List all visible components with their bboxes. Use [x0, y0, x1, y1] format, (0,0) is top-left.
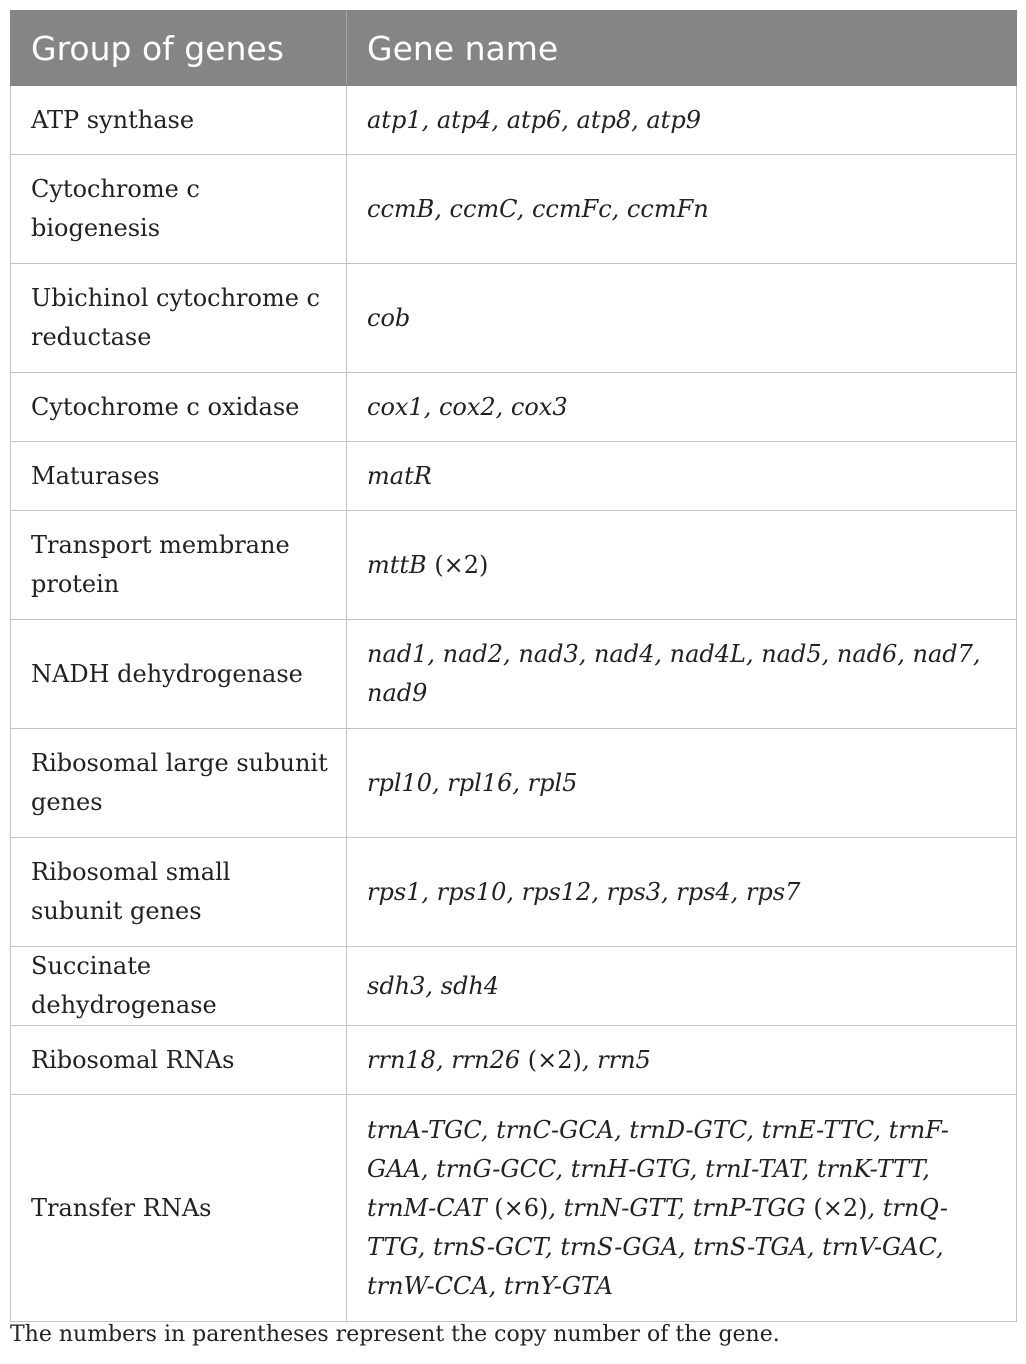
genes-cell: rpl10, rpl16, rpl5 [347, 729, 1017, 838]
genes-cell: matR [347, 442, 1017, 511]
genes-cell: trnA-TGC, trnC-GCA, trnD-GTC, trnE-TTC, trnF-GAA, trnG-GCC, trnH-GTG, trnI-TAT, trnK-TTT, trnM-CAT (×6), trnN-GTT, trnP-TGG (×2), trnQ-TTG, trnS-GCT, trnS-GGA, trnS-TGA, trnV-GAC, trnW-CCA, trnY-GTA [347, 1095, 1017, 1322]
group-cell: Cytochrome c oxidase [11, 373, 347, 442]
group-cell: Transfer RNAs [11, 1095, 347, 1322]
table-row [11, 511, 1017, 620]
table-row [11, 86, 1017, 155]
group-cell: Succinate dehydrogenase [11, 947, 347, 1026]
genes-cell: cox1, cox2, cox3 [347, 373, 1017, 442]
group-cell: Ribosomal RNAs [11, 1026, 347, 1095]
table-row [11, 729, 1017, 838]
genes-cell: atp1, atp4, atp6, atp8, atp9 [347, 86, 1017, 155]
table-footnote: The numbers in parentheses represent the copy number of the gene. [10, 1322, 780, 1347]
group-cell: NADH dehydrogenase [11, 620, 347, 729]
group-cell: Ribosomal small subunit genes [11, 838, 347, 947]
genes-cell: rrn18, rrn26 (×2), rrn5 [347, 1026, 1017, 1095]
table-row [11, 155, 1017, 264]
table-row [11, 264, 1017, 373]
genes-cell: cob [347, 264, 1017, 373]
table-row [11, 442, 1017, 511]
genes-cell: nad1, nad2, nad3, nad4, nad4L, nad5, nad6, nad7, nad9 [347, 620, 1017, 729]
group-cell: Transport membrane protein [11, 511, 347, 620]
genes-cell: ccmB, ccmC, ccmFc, ccmFn [347, 155, 1017, 264]
table-row [11, 1095, 1017, 1322]
table-row [11, 947, 1017, 1026]
gene-table [10, 10, 1017, 1322]
genes-cell: mttB (×2) [347, 511, 1017, 620]
group-cell: ATP synthase [11, 86, 347, 155]
group-cell: Maturases [11, 442, 347, 511]
genes-cell: sdh3, sdh4 [347, 947, 1017, 1026]
group-cell: Ribosomal large subunit genes [11, 729, 347, 838]
header-group: Group of genes [11, 11, 347, 86]
table-row [11, 620, 1017, 729]
group-cell: Ubichinol cytochrome c reductase [11, 264, 347, 373]
genes-cell: rps1, rps10, rps12, rps3, rps4, rps7 [347, 838, 1017, 947]
table-row [11, 838, 1017, 947]
table-row [11, 373, 1017, 442]
header-row [11, 11, 1017, 86]
group-cell: Cytochrome c biogenesis [11, 155, 347, 264]
header-gene-name: Gene name [347, 11, 1017, 86]
table-row [11, 1026, 1017, 1095]
